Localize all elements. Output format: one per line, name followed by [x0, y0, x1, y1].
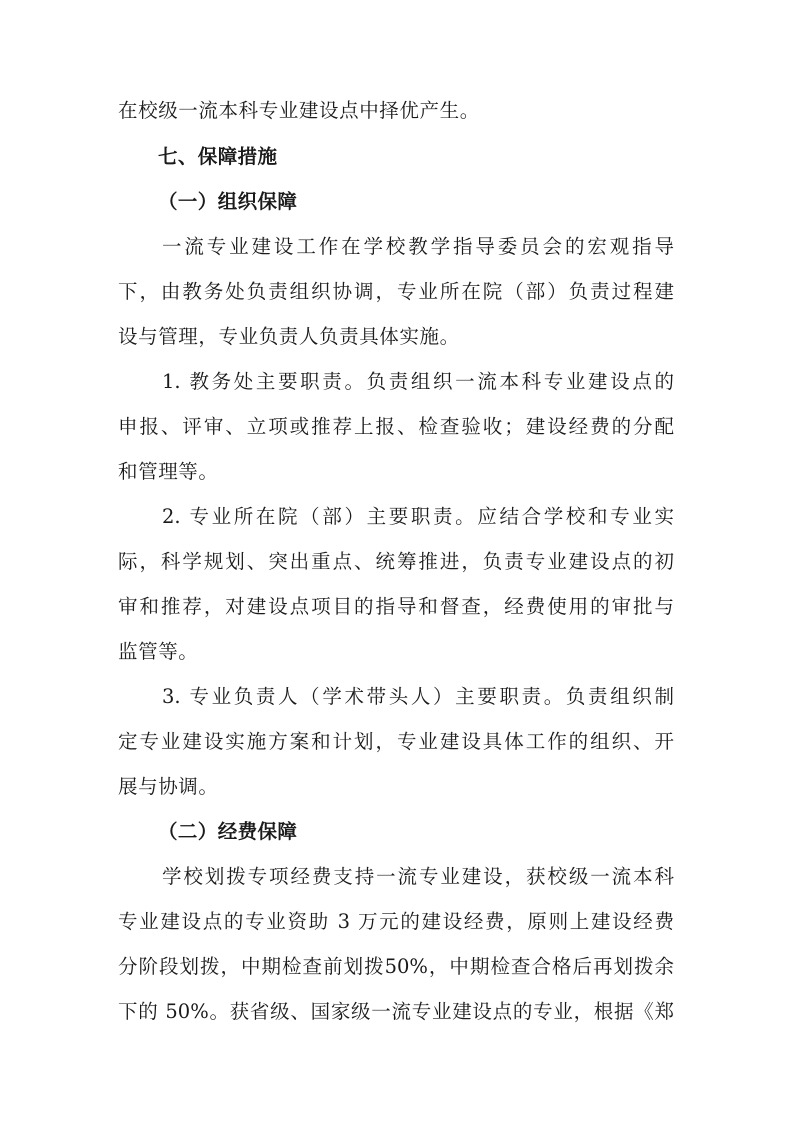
- section-heading: 七、保障措施: [158, 145, 278, 168]
- paragraph-line: 一流专业建设工作在学校教学指导委员会的宏观指导: [162, 235, 674, 258]
- paragraph-line: 申报、评审、立项或推荐上报、检查验收；建设经费的分配: [118, 415, 674, 438]
- paragraph-line: 际，科学规划、突出重点、统筹推进，负责专业建设点的初: [118, 550, 674, 573]
- paragraph-line: 展与协调。: [118, 775, 219, 798]
- paragraph-line: 下，由教务处负责组织协调，专业所在院（部）负责过程建: [118, 280, 674, 303]
- paragraph-line: 专业建设点的专业资助 3 万元的建设经费，原则上建设经费: [118, 910, 674, 933]
- paragraph-line: 和管理等。: [118, 460, 219, 483]
- text-line: 在校级一流本科专业建设点中择优产生。: [118, 99, 480, 122]
- paragraph-line: 定专业建设实施方案和计划，专业建设具体工作的组织、开: [118, 730, 674, 753]
- paragraph-line: 设与管理，专业负责人负责具体实施。: [118, 325, 460, 348]
- paragraph-line: 监管等。: [118, 640, 199, 663]
- subsection-heading: （一）组织保障: [158, 190, 298, 213]
- paragraph-line: 1. 教务处主要职责。负责组织一流本科专业建设点的: [162, 370, 674, 393]
- subsection-heading: （二）经费保障: [158, 820, 298, 843]
- paragraph-line: 审和推荐，对建设点项目的指导和督查，经费使用的审批与: [118, 595, 674, 618]
- paragraph-line: 下的 50%。获省级、国家级一流专业建设点的专业，根据《郑: [118, 1000, 674, 1023]
- paragraph-line: 3. 专业负责人（学术带头人）主要职责。负责组织制: [162, 685, 674, 708]
- paragraph-line: 分阶段划拨，中期检查前划拨50%，中期检查合格后再划拨余: [118, 955, 674, 978]
- paragraph-line: 学校划拨专项经费支持一流专业建设，获校级一流本科: [162, 865, 674, 888]
- paragraph-line: 2. 专业所在院（部）主要职责。应结合学校和专业实: [162, 505, 674, 528]
